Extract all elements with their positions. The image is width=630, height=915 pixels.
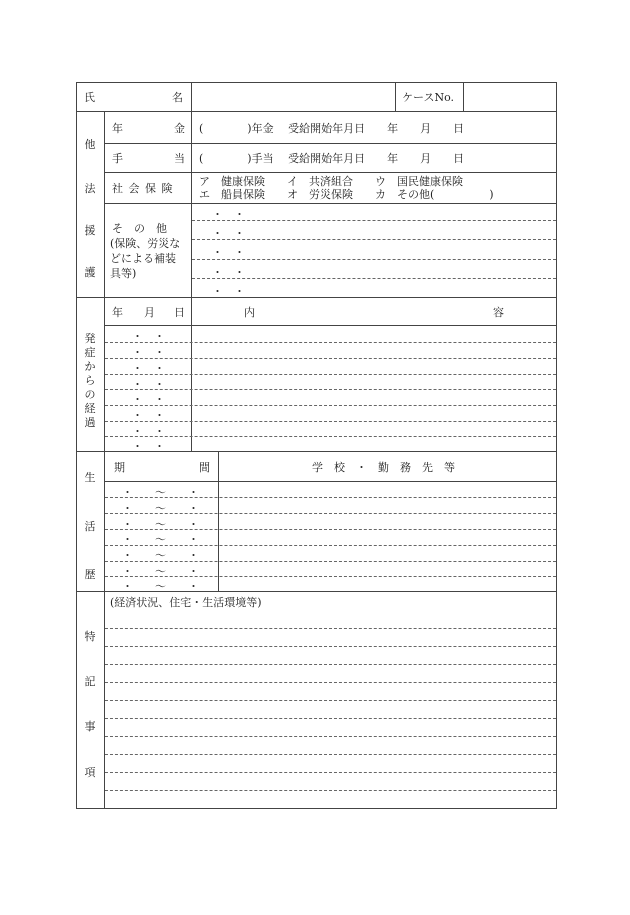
progress-date-5[interactable]: ・ ・ — [132, 393, 165, 406]
name-field[interactable] — [192, 83, 395, 111]
other-date-1[interactable]: ・ ・ — [212, 208, 245, 221]
progress-content-header-right: 容 — [493, 306, 504, 319]
social-insurance-label: 社 会 保 険 — [112, 182, 174, 195]
progress-date-header-year: 年 — [112, 306, 123, 319]
progress-side-2: 症 — [84, 346, 96, 359]
life-period-header-right: 間 — [199, 461, 210, 474]
life-period-6[interactable]: ・ ～ ・ — [122, 565, 199, 578]
progress-date-6[interactable]: ・ ・ — [132, 409, 165, 422]
allowance-content[interactable]: ( )手当 受給開始年月日 年 月 日 — [199, 152, 465, 165]
progress-date-8[interactable]: ・ ・ — [132, 440, 165, 453]
other-law-side-4: 護 — [84, 266, 96, 279]
allowance-label-a: 手 — [112, 152, 123, 165]
progress-side-5: の — [84, 388, 96, 401]
progress-side-1: 発 — [84, 332, 96, 345]
progress-date-4[interactable]: ・ ・ — [132, 378, 165, 391]
pension-content[interactable]: ( )年金 受給開始年月日 年 月 日 — [199, 122, 465, 135]
life-period-5[interactable]: ・ ～ ・ — [122, 549, 199, 562]
social-insurance-line-2[interactable]: エ 船員保険 オ 労災保険 カ その他( ) — [199, 188, 494, 201]
progress-date-7[interactable]: ・ ・ — [132, 425, 165, 438]
progress-side-7: 過 — [84, 416, 96, 429]
progress-content-header-left: 内 — [244, 306, 255, 319]
other-label-line-3: どによる補装 — [110, 252, 176, 265]
name-label-char1: 氏 — [84, 91, 95, 104]
life-period-2[interactable]: ・ ～ ・ — [122, 502, 199, 515]
other-label-line-4: 具等) — [110, 267, 137, 280]
other-label-line-2: (保険、労災な — [110, 237, 181, 250]
progress-side-3: か — [84, 360, 96, 373]
progress-date-2[interactable]: ・ ・ — [132, 346, 165, 359]
case-number-field[interactable] — [464, 83, 556, 111]
other-law-side-2: 法 — [84, 182, 96, 195]
other-date-4[interactable]: ・ ・ — [212, 266, 245, 279]
notes-side-2: 記 — [84, 675, 96, 688]
social-insurance-line-1[interactable]: ア 健康保険 イ 共済組合 ウ 国民健康保険 — [199, 175, 463, 188]
other-date-2[interactable]: ・ ・ — [212, 227, 245, 240]
notes-side-3: 事 — [84, 720, 96, 733]
other-law-side-3: 援 — [84, 224, 96, 237]
pension-label-a: 年 — [112, 122, 123, 135]
life-period-3[interactable]: ・ ～ ・ — [122, 518, 199, 531]
life-period-header-left: 期 — [114, 461, 125, 474]
progress-date-header-day: 日 — [174, 306, 185, 319]
other-date-5[interactable]: ・ ・ — [212, 285, 245, 298]
progress-side-4: ら — [84, 374, 96, 387]
other-date-3[interactable]: ・ ・ — [212, 246, 245, 259]
notes-side-4: 項 — [84, 766, 96, 779]
other-law-side-1: 他 — [84, 138, 96, 151]
notes-hint: (経済状況、住宅・生活環境等) — [110, 596, 262, 609]
progress-side-6: 経 — [84, 402, 96, 415]
other-label-line-1: そ の 他 — [112, 222, 167, 235]
progress-date-header-month: 月 — [144, 306, 155, 319]
name-label-char2: 名 — [172, 91, 183, 104]
pension-label-b: 金 — [174, 122, 185, 135]
progress-date-3[interactable]: ・ ・ — [132, 362, 165, 375]
notes-side-1: 特 — [84, 630, 96, 643]
life-side-2: 活 — [84, 520, 96, 533]
life-period-1[interactable]: ・ ～ ・ — [122, 486, 199, 499]
life-side-3: 歴 — [84, 568, 96, 581]
progress-date-1[interactable]: ・ ・ — [132, 330, 165, 343]
life-school-header: 学 校 ・ 勤 務 先 等 — [312, 461, 455, 474]
life-period-4[interactable]: ・ ～ ・ — [122, 533, 199, 546]
case-number-label: ケースNo. — [402, 91, 455, 104]
life-period-7[interactable]: ・ ～ ・ — [122, 580, 199, 593]
notes-text-area[interactable] — [105, 610, 556, 807]
life-side-1: 生 — [84, 471, 96, 484]
allowance-label-b: 当 — [174, 152, 185, 165]
